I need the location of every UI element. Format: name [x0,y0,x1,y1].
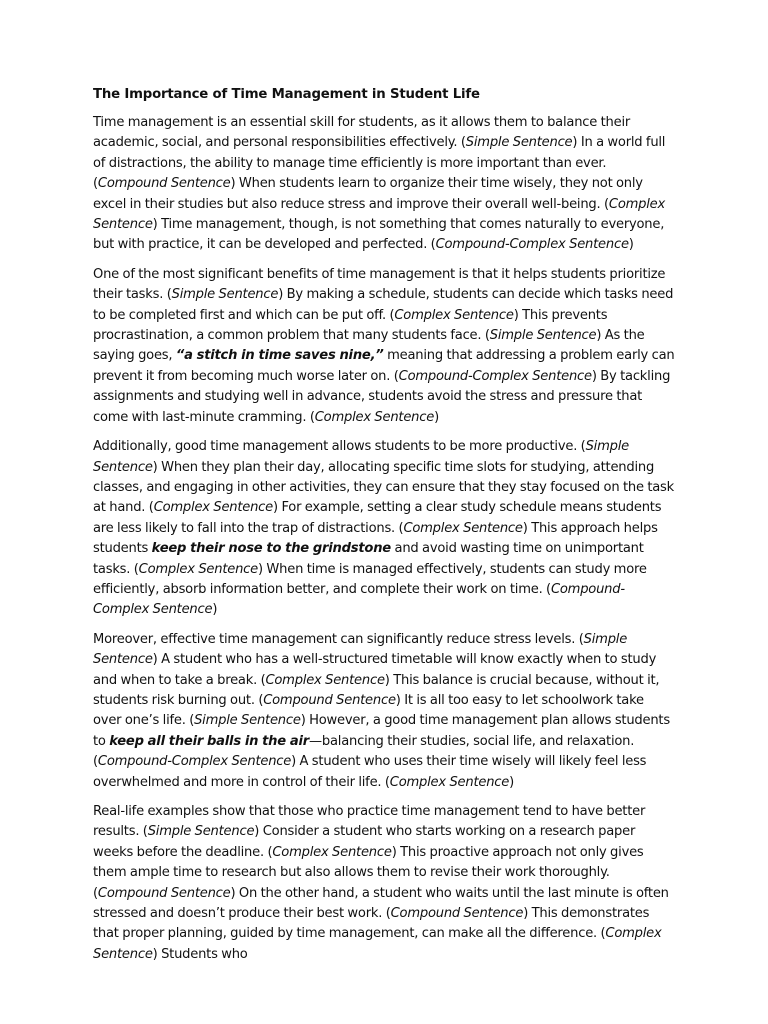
paragraph-text: ) This approach helps students [93,520,658,557]
paragraph-text: ) This balance is crucial because, without it, students risk burning out. ( [93,672,660,708]
paragraph-1 [93,113,675,256]
paragraph-text: ) This proactive approach not only gives them ample time to research but also allows them to revise their work thoroughly. ( [93,844,644,901]
sentence-type-label: Compound Sentence [263,692,396,708]
sentence-type-label: Complex Sentence [93,196,666,233]
idiom-highlight: keep all their balls in the air [109,733,310,749]
idiom-highlight: “a stitch in time saves nine,” [175,348,384,364]
sentence-type-label: Complex Sentence [403,520,523,536]
paragraph-text: ) As the saying goes, [93,328,645,364]
paragraph-text: ) Students who [152,946,248,962]
sentence-type-label: Simple Sentence [194,713,301,729]
paragraph-text: ) In a world full of distractions, the ability to manage time efficiently is more important than ever. ( [93,135,666,192]
paragraph-3 [93,437,675,621]
paragraph-text: ) A student who has a well-structured timetable will know exactly when to study and when to take a break. ( [93,652,657,688]
sentence-type-label: Complex Sentence [93,926,662,962]
paragraph-text: ) When they plan their day, allocating specific time slots for studying, attending classes, and engaging in other activities, they can ensure that they stay focused on the task at hand. ( [93,459,675,516]
sentence-type-label: Compound-Complex Sentence [398,368,592,384]
sentence-type-label: Complex Sentence [394,307,514,323]
document-page [93,85,675,974]
paragraph-text: ) [434,409,439,425]
sentence-type-label: Compound-Complex Sentence [97,754,292,770]
paragraph-text: —balancing their studies, social life, and relaxation. ( [93,733,635,770]
paragraph-text: ) A student who uses their time wisely will likely feel less overwhelmed and more in control of their life. ( [93,754,647,790]
idiom-highlight: keep their nose to the grindstone [151,541,391,557]
paragraph-text: ) It is all too easy to let schoolwork take over one’s life. ( [93,692,644,729]
paragraph-text: ) This prevents procrastination, a common problem that many students face. ( [93,307,608,344]
sentence-type-label: Simple Sentence [93,439,629,475]
paragraph-text: ) [628,237,634,253]
document-title: The Importance of Time Management in Student Life [93,87,480,102]
paragraph-text: Moreover, effective time management can significantly reduce stress levels. ( [93,631,584,647]
sentence-type-label: Complex Sentence [153,500,274,516]
sentence-type-label: Compound Sentence [390,906,524,922]
sentence-type-label: Complex Sentence [272,844,392,860]
paragraph-5 [93,802,675,965]
sentence-type-label: Complex Sentence [314,409,435,425]
paragraph-text: Additionally, good time management allows students to be more productive. ( [93,439,586,455]
sentence-type-label: Compound-Complex Sentence [93,581,625,618]
sentence-type-label: Compound-Complex Sentence [435,237,629,253]
document-body [93,113,675,965]
paragraph-text: ) When time is managed effectively, students can study more efficiently, absorb information better, and complete their work on time. ( [93,561,647,597]
paragraph-text: ) When students learn to organize their time wisely, they not only excel in their studies but also reduce stress and improve their overall well-being. ( [93,176,643,212]
paragraph-text: Time management is an essential skill for students, as it allows them to balance their academic, social, and personal responsibilities effectively. ( [93,115,631,151]
paragraph-text: ) By tackling assignments and studying well in advance, students avoid the stress and pressure that come with last-minute cramming. ( [93,368,671,425]
paragraph-text: One of the most significant benefits of time management is that it helps students prioritize their tasks. ( [93,266,666,303]
paragraph-text: and avoid wasting time on unimportant tasks. ( [93,541,644,577]
sentence-type-label: Compound Sentence [97,176,231,192]
sentence-type-label: Simple Sentence [93,631,628,668]
paragraph-text: ) On the other hand, a student who waits until the last minute is often stressed and doesn’t produce their best work. ( [93,885,669,922]
paragraph-text: ) However, a good time management plan allows students to [93,713,670,749]
paragraph-2 [93,265,675,428]
paragraph-text: ) For example, setting a clear study schedule means students are less likely to fall into the trap of distractions. ( [93,500,662,536]
paragraph-4 [93,630,675,793]
sentence-type-label: Simple Sentence [465,135,573,151]
sentence-type-label: Complex Sentence [138,561,258,577]
sentence-type-label: Simple Sentence [147,824,255,840]
paragraph-text: ) Consider a student who starts working on a research paper weeks before the deadline. ( [93,824,636,860]
paragraph-text: meaning that addressing a problem early can prevent it from becoming much worse later on. ( [93,348,675,384]
paragraph-text: Real-life examples show that those who practice time management tend to have better results. ( [93,804,646,840]
sentence-type-label: Simple Sentence [171,287,279,303]
sentence-type-label: Compound Sentence [97,885,231,901]
paragraph-text: ) [509,774,514,790]
sentence-type-label: Simple Sentence [489,328,597,344]
paragraph-text: ) By making a schedule, students can decide which tasks need to be completed first and which can be put off. ( [93,287,674,323]
sentence-type-label: Complex Sentence [389,774,510,790]
paragraph-text: ) This demonstrates that proper planning, guided by time management, can make all the difference. ( [93,906,650,942]
sentence-type-label: Complex Sentence [265,672,385,688]
paragraph-text: ) Time management, though, is not something that comes naturally to everyone, but with practice, it can be developed and perfected. ( [93,217,665,253]
paragraph-text: ) [212,602,218,618]
